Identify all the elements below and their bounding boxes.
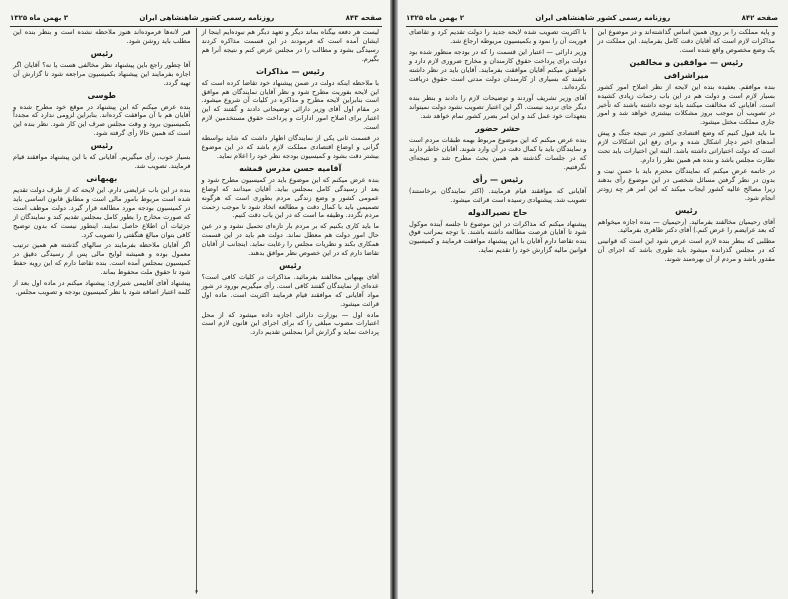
speaker-heading: رئیس — موافقین و مخالفین [629,57,743,67]
paragraph: ماده اول — بوزارت دارائی اجازه داده میشود که از محل اعتبارات مصوب مبلغی را که برای اجرای این قانون لازم است پرداخت نماید و گزارش آنرا بمجلس تقدیم دارد. [201,310,379,337]
footer-page-number: ۲ [591,589,595,596]
paragraph: لیست هر دفعه بیگناه بماند دیگر و تعهد دیگر هم نبوده‌ایم اینجا از ایشان آمده است که فرمودند در این قسمت مذاکره کردند رسیدگی بشود و مطالب را در مجلس عرض کنم و نتیجه آنرا هم بگیرم. [201,28,379,63]
column [593,28,781,593]
paragraph: وزیر دارائی — اعتبار این قسمت را که در بودجه منظور شده بود دولت برای پرداخت حقوق کارمندان و مخارج ضروری لازم دارد و خواهش میکنم آقایان موافقت بفرمایند. آقایان باید در نظر داشته باشند که بسیاری از کارمندان دولت مدتی است حقوق دریافت نکرده‌اند. [409,47,587,92]
issue-date: ۳ بهمن ماه ۱۳۲۵ [10,14,69,22]
speaker-heading: رئیس [90,48,113,58]
paragraph: پیشنهاد آقای آقاییمی شیرازی: پیشنهاد میکنم در ماده اول بعد از کلمه اعتبار اضافه شود با نظر کمیسیون بودجه و تصویب مجلس. [13,279,191,296]
paragraph: بنده عرض میکنم که این پیشنهاد در موقع خود مطرح شده و آقایان هم با آن موافقت کرده‌اند. بنابراین لزومی ندارد که مجدداً بکمیسیون برود و وقت مجلس صرف این کار شود. نظر بنده این است که همین حالا رأی گرفته شود. [13,102,191,138]
paragraph: آقایانی که موافقند قیام فرمایند. (اکثر نمایندگان برخاستند) تصویب شد. پیشنهادی رسیده است قرائت میشود. [409,186,587,204]
column [404,28,593,593]
speaker-heading: رئیس — رأی [472,174,523,184]
paragraph: آقا چطور راجع باین پیشنهاد نظر مخالفی هست یا نه؟ آقایان اگر اجازه بفرمایند این پیشنهاد بکمیسیون مراجعه شود تا گزارش آن تهیه گردد. [13,60,191,87]
right-page [396,0,788,599]
paragraph: قبر لانه‌ها فرموده‌اند هنوز ملاحظه نشده است و بنظر بنده این مطلب باید روشن شود. [13,28,191,45]
speaker-heading: حشر حضور [475,124,521,134]
paragraph: در قسمت ثانی یکی از نمایندگان اظهار داشت که شاید بواسطه گرانی و اوضاع اقتصادی مملکت لازم باشد که در این موضوع بیشتر دقت بشود و کمیسیون بودجه نظر خود را اعلام نماید. [201,134,379,160]
speaker-heading: بهبهانی [86,173,118,183]
paragraph: ما باید قبول کنیم که وضع اقتصادی کشور در نتیجه جنگ و پیش آمدهای اخیر دچار اشکال شده و برای رفع این اشکالات لازم است که دولت اختیاراتی داشته باشد. البته این اختیارات باید تحت نظارت مجلس باشد و بنده هم همین نظر را دارم. [597,129,775,164]
speaker-heading: رئیس [675,205,698,215]
paragraph: بنده عرض میکنم که این موضوع مربوط بهمه طبقات مردم است و نمایندگان باید با کمال دقت در آن وارد شوند. آقایان خاطر دارند که در جلسات گذشته هم همین بحث مطرح شد و نتیجه‌ای نگرفتیم. [409,136,587,171]
left-page [0,0,392,599]
newspaper-title: روزنامه رسمی کشور شاهنشاهی ایران [535,14,671,22]
paragraph: بسیار خوب، رأی میگیریم. آقایانی که با این پیشنهاد موافقند قیام فرمایند. تصویب شد. [13,153,191,171]
paragraph: و پایه مملکت را بر روی همین اساس گذاشته‌اند و در موضوع این مذاکرات لازم است که آقایان دقت کامل بفرمایند. این مملکت در یک وضع مخصوص واقع شده است. [597,28,775,54]
paragraph: با اکثریت تصویب شده لایحه جدید را دولت تقدیم کرد و تقاضای فوریت آن را نمود و بکمیسیون مربوطه ارجاع شد. [409,28,587,45]
speaker-heading: رئیس [90,141,113,151]
paragraph: بنده در این باب عرایضی دارم. این لایحه که از طرف دولت تقدیم شده است مربوط بامور مالی است و مطابق قانون اساسی باید در کمیسیون بودجه مورد مطالعه قرار گیرد. دولت موظف است که صورت مخارج را بطور کامل بمجلس تقدیم کند و نمایندگان از جزئیات آن اطلاع حاصل نمایند. اینطور نیست که بدون توضیح کافی بتوان مبالغ هنگفتی را تصویب کرد. [13,185,191,239]
page-header [10,12,382,27]
speaker-heading: رئیس [279,260,302,270]
paragraph: پیشنهاد میکنم که مذاکرات در این موضوع تا جلسه آینده موکول شود تا آقایان فرصت مطالعه داشته باشند. با توجه بمراتب فوق بنده تقاضا دارم آقایان با این پیشنهاد موافقت فرمایند و کمیسیون قوانین مالیه گزارش خود را تقدیم نماید. [409,219,587,255]
column [197,28,385,593]
speaker-heading: طوسی [87,90,116,100]
paragraph: آقای بهبهانی مخالفند بفرمائید. مذاکرات در کلیات کافی است؟ عده‌ای از نمایندگان گفتند کافی است. رأی میگیریم بورود در شور مواد آقایانی که موافقند قیام فرمایند اکثریت است. ماده اول قرائت میشود. [201,272,379,308]
paragraph: با ملاحظه اینکه دولت در ضمن پیشنهاد خود تقاضا کرده است که این لایحه بفوریت مطرح شود و نظر آقایان نمایندگان هم موافق است بنابراین لایحه مطرح و مذاکره در کلیات آن شروع میشود. در مقام اول آقای وزیر دارائی توضیحاتی دادند و گفتند که این اعتبار برای اصلاح امور ادارات و پرداخت حقوق مستخدمین لازم است. [201,78,379,132]
paragraph: بنده عرض میکنم که این موضوع باید در کمیسیون مطرح شود و بعد از رسیدگی کامل بمجلس بیاید. آقایان میدانند که اوضاع عمومی کشور و وضع زندگی مردم بطوری است که هرگونه تصمیمی باید با کمال دقت و مطالعه اتخاذ شود تا موجب زحمت مردم نگردد. وظیفه ما است که در این باب دقت کنیم. [201,175,379,220]
paragraph: اگر آقایان ملاحظه بفرمایند در سالهای گذشته هم همین ترتیب معمول بوده و همیشه لوایح مالی پس از رسیدگی دقیق در کمیسیون بمجلس آمده است. بنده تقاضا دارم که این رویه حفظ شود تا حقوق ملت محفوظ بماند. [13,241,191,277]
paragraph: در خاتمه عرض میکنم که نمایندگان محترم باید با حسن نیت و بدون در نظر گرفتن مسائل شخصی در این موضوع رأی بدهند زیرا مصالح عالیه کشور ایجاب میکند که این امر هر چه زودتر انجام شود. [597,166,775,202]
paragraph: مطلبی که بنظر بنده لازم است عرض شود این است که قوانینی که در مجلس گذرانده میشود باید طوری باشد که اجرای آن مقدور باشد و مردم از آن بهره‌مند شوند. [597,237,775,264]
speaker-heading: آقامیه حسن مدرس قمشه [239,163,342,173]
paragraph: بنده موافقم. بعقیده بنده این لایحه از نظر اصلاح امور کشور بسیار لازم است و دولت هم در این باب زحمات زیادی کشیده است. آقایانی که مخالفت میکنند باید توجه داشته باشند که تأخیر در تصویب آن موجب بروز مشکلات بیشتری خواهد شد و امور جاری مملکت مختل میشود. [597,82,775,127]
footer-page-number: ۳ [195,589,199,596]
newspaper-title: روزنامه رسمی کشور شاهنشاهی ایران [139,14,275,22]
book-gutter [390,0,398,599]
issue-date: ۲ بهمن ماه ۱۳۲۵ [406,14,465,22]
page-number-label: صفحه ۸۴۲ [741,14,778,22]
speaker-heading: رئیس — مذاکرات [256,66,325,76]
column [8,28,197,593]
paragraph: ما باید کاری بکنیم که بر مردم بار تازه‌ای تحمیل نشود و در عین حال امور دولت هم معطل نماند. دولت هم باید در این قسمت همکاری بکند و نظریات مجلس را رعایت نماید. اینجانب از آقایان تقاضا دارم که در این خصوص نظر موافق بدهند. [201,222,379,258]
page-number-label: صفحه ۸۴۳ [345,14,382,22]
paragraph: آقای وزیر تشریف آوردند و توضیحات لازم را دادند و بنظر بنده دیگر جای تردید نیست. اگر این اعتبار تصویب نشود دولت نمیتواند بتعهدات خود عمل کند و این امر بضرر کشور تمام خواهد شد. [409,94,587,121]
speaker-heading: میراشرافی [663,70,709,80]
page-header [406,12,778,27]
speaker-heading: حاج نصیرالدوله [467,207,528,217]
columns [404,28,780,593]
columns [8,28,384,593]
paragraph: آقای رحیمیان مخالفند بفرمائید. (رحیمیان — بنده اجازه میخواهم که بعد عرایضم را عرض کنم.) آقای دکتر طاهری بفرمائید. [597,217,775,235]
